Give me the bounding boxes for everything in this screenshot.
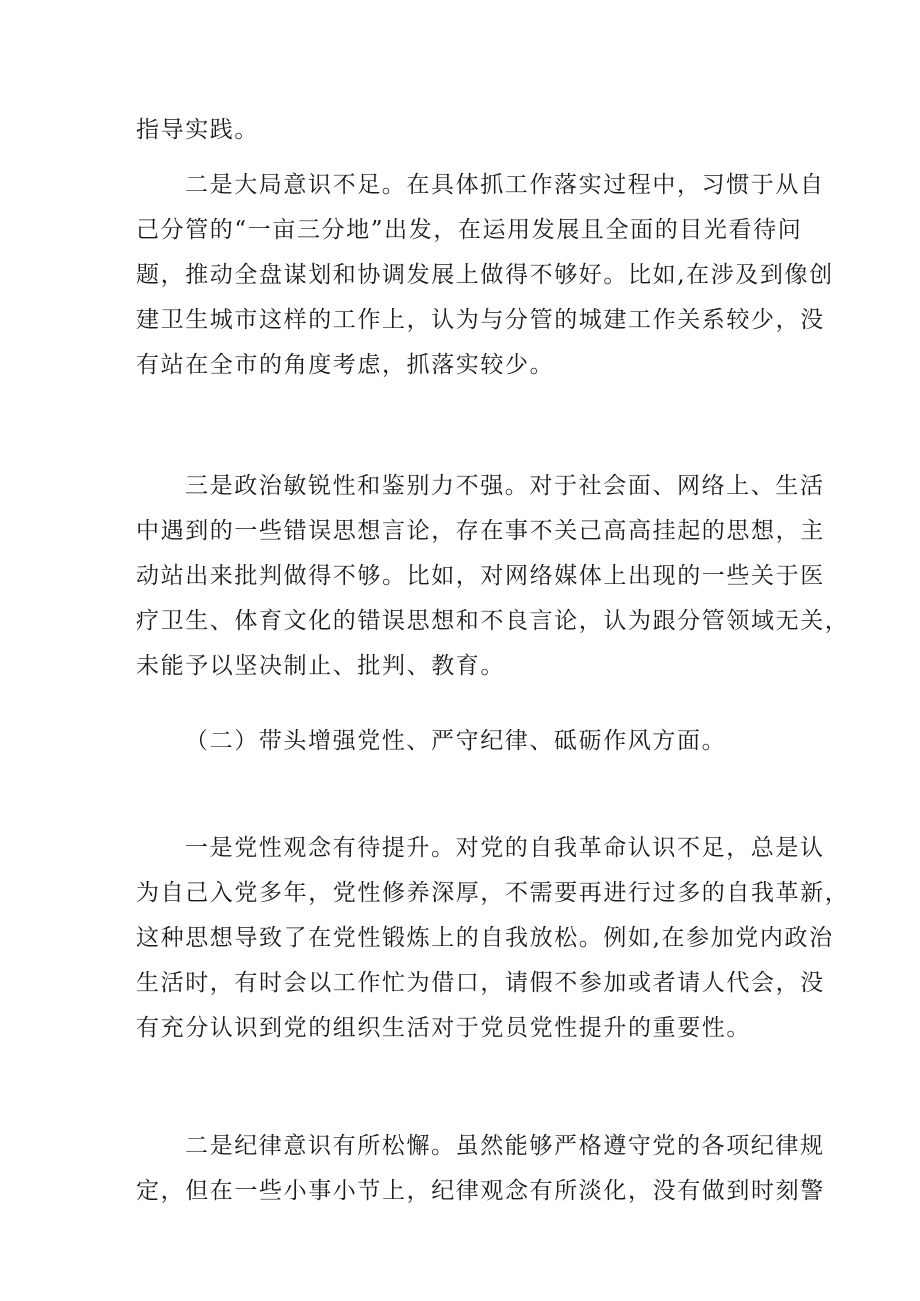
text-line: 有充分认识到党的组织生活对于党员党性提升的重要性。 <box>136 1015 751 1041</box>
paragraph-political-sensitivity <box>136 464 850 689</box>
heading-text: （二）带头增强党性、严守纪律、砥砺作风方面。 <box>185 728 727 754</box>
text-line: 未能予以坚决制止、批判、教育。 <box>136 653 505 679</box>
paragraph-continuation <box>136 108 792 153</box>
text-line: 建卫生城市这样的工作上，认为与分管的城建工作关系较少，没 <box>136 307 825 333</box>
paragraph-party-spirit <box>136 826 850 1051</box>
text-line: 二是纪律意识有所松懈。虽然能够严格遵守党的各项纪律规 <box>185 1133 825 1159</box>
text-line: 疗卫生、体育文化的错误思想和不良言论，认为跟分管领域无关， <box>136 608 850 634</box>
paragraph-discipline <box>136 1124 825 1214</box>
section-heading <box>136 719 792 764</box>
text-line: 一是党性观念有待提升。对党的自我革命认识不足，总是认 <box>185 835 825 861</box>
text-line: 己分管的“一亩三分地”出发，在运用发展且全面的目光看待问 <box>136 217 803 243</box>
text-line: 有站在全市的角度考虑，抓落实较少。 <box>136 352 555 378</box>
paragraph-overall-awareness <box>136 163 834 388</box>
text-line: 为自己入党多年，党性修养深厚，不需要再进行过多的自我革新， <box>136 880 850 906</box>
text-line: 题，推动全盘谋划和协调发展上做得不够好。比如,在涉及到像创 <box>136 262 834 288</box>
text-line: 这种思想导致了在党性锻炼上的自我放松。例如,在参加党内政治 <box>136 925 834 951</box>
text-line: 指导实践。 <box>136 117 259 143</box>
text-line: 中遇到的一些错误思想言论，存在事不关己高高挂起的思想，主 <box>136 518 825 544</box>
text-line: 三是政治敏锐性和鉴别力不强。对于社会面、网络上、生活 <box>185 473 825 499</box>
text-line: 二是大局意识不足。在具体抓工作落实过程中，习惯于从自 <box>185 172 825 198</box>
text-line: 动站出来批判做得不够。比如，对网络媒体上出现的一些关于医 <box>136 563 825 589</box>
text-line: 生活时，有时会以工作忙为借口，请假不参加或者请人代会，没 <box>136 970 825 996</box>
text-line: 定，但在一些小事小节上，纪律观念有所淡化，没有做到时刻警 <box>136 1178 825 1204</box>
